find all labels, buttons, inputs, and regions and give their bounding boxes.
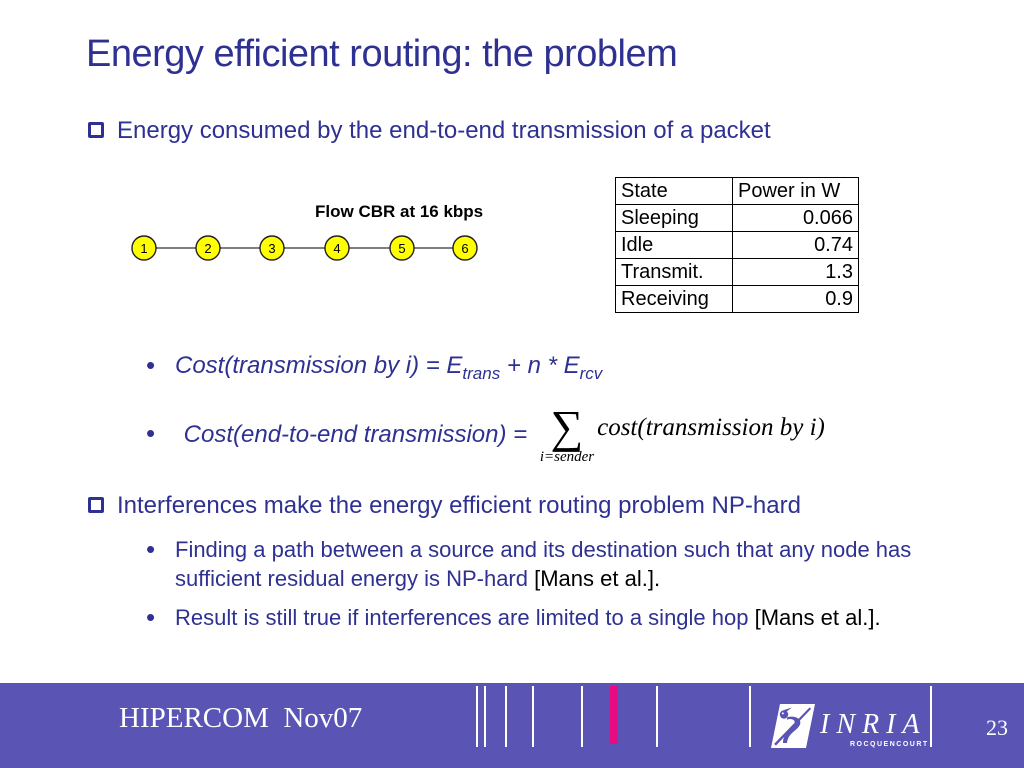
- table-header-state: State: [616, 178, 733, 205]
- subbullet-np-hard: [175, 536, 1001, 593]
- bullet-interferences: [88, 492, 988, 520]
- cell-power: 0.9: [733, 286, 859, 313]
- table-row: [616, 259, 859, 286]
- power-table: [615, 177, 859, 313]
- table-row: [616, 205, 859, 232]
- cell-state: Sleeping: [616, 205, 733, 232]
- formula-cost-transmission: [175, 352, 602, 384]
- bullet-energy-consumed: [88, 117, 948, 145]
- table-header-power: Power in W: [733, 178, 859, 205]
- cell-state: Transmit.: [616, 259, 733, 286]
- table-header-row: [616, 178, 859, 205]
- footer-label: HIPERCOM Nov07: [119, 702, 363, 734]
- divider-line: [476, 686, 478, 747]
- subbullet-single-hop: [175, 604, 1001, 633]
- accent-bar: [610, 686, 618, 744]
- node-label: 6: [461, 241, 469, 256]
- citation: [Mans et al.].: [754, 605, 881, 630]
- node-label: 5: [398, 241, 406, 256]
- citation: [Mans et al.].: [534, 565, 661, 591]
- table-row: [616, 286, 859, 313]
- formula-text: Cost(end-to-end transmission) =: [177, 421, 534, 448]
- divider-line: [484, 686, 486, 747]
- subbullet-text: Finding a path between a source and its destination such that any node has sufficient residual energy is NP-hard: [175, 537, 912, 591]
- node-label: 3: [268, 241, 276, 256]
- round-bullet-icon: •: [146, 534, 156, 564]
- divider-line: [581, 686, 583, 747]
- summation: [539, 400, 595, 465]
- cell-power: 0.066: [733, 205, 859, 232]
- summation-body: cost(transmission by i): [597, 414, 825, 441]
- inria-logo-subtext: ROCQUENCOURT: [850, 741, 929, 748]
- summation-limits: i=sender: [539, 448, 595, 465]
- divider-line: [505, 686, 507, 747]
- round-bullet-icon: •: [146, 350, 156, 380]
- sigma-icon: ∑: [550, 400, 584, 452]
- footer-bar: [0, 683, 1024, 768]
- node-label: 4: [333, 241, 341, 256]
- round-bullet-icon: •: [146, 602, 156, 632]
- cell-state: Receiving: [616, 286, 733, 313]
- formula-text: Cost(transmission by i) = E: [175, 352, 463, 379]
- flow-label: Flow CBR at 16 kbps: [315, 202, 484, 221]
- formula-cost-end-to-end: [177, 400, 825, 470]
- round-bullet-icon: •: [146, 418, 156, 448]
- inria-logo-text: INRIA: [820, 709, 927, 740]
- divider-line: [749, 686, 751, 747]
- page-number: 23: [986, 715, 1008, 740]
- network-diagram: [125, 227, 485, 269]
- node-label: 1: [140, 241, 148, 256]
- page-title: Energy efficient routing: the problem: [86, 33, 678, 75]
- inria-logo: [770, 703, 1005, 751]
- divider-line: [656, 686, 658, 747]
- square-bullet-icon: [88, 122, 104, 138]
- subbullet-text: Result is still true if interferences are limited to a single hop: [175, 605, 755, 630]
- cell-power: 0.74: [733, 232, 859, 259]
- cell-power: 1.3: [733, 259, 859, 286]
- bullet-text: Energy consumed by the end-to-end transmission of a packet: [117, 117, 771, 144]
- formula-subscript: rcv: [579, 363, 603, 383]
- node-label: 2: [204, 241, 212, 256]
- cell-state: Idle: [616, 232, 733, 259]
- square-bullet-icon: [88, 497, 104, 513]
- table-row: [616, 232, 859, 259]
- formula-text: + n * E: [500, 352, 580, 379]
- bullet-text: Interferences make the energy efficient routing problem NP-hard: [117, 492, 801, 519]
- inria-bird-icon: [770, 703, 816, 749]
- formula-subscript: trans: [462, 363, 501, 383]
- divider-line: [532, 686, 534, 747]
